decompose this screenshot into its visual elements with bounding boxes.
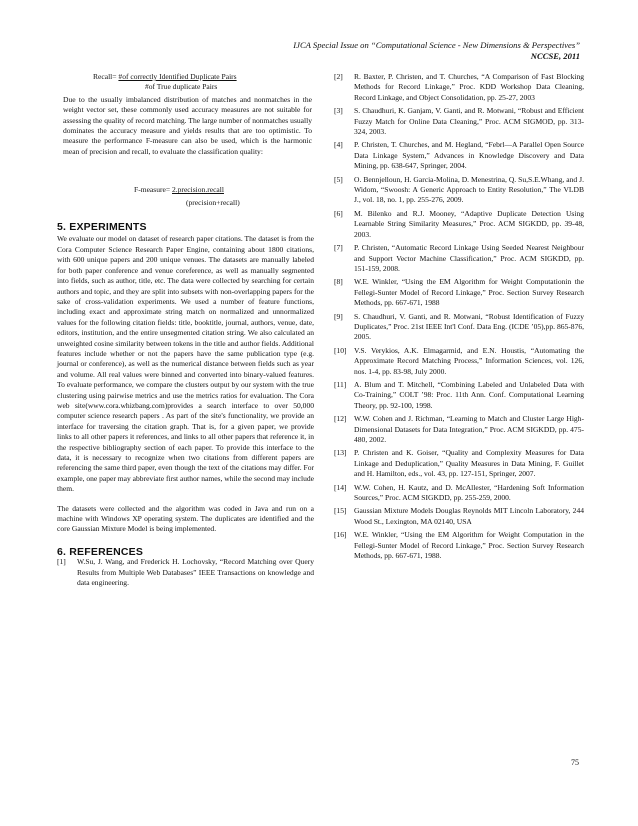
reference-text: P. Christen, T. Churches, and M. Hegland, “Febrl—A Parallel Open Source Data Linkage System,” Advances in Knowledge Discovery and Data Mining, pp. 638-647, Springer, 2004. [354, 140, 584, 171]
section-5-paragraph-2: The datasets were collected and the algorithm was coded in Java and run on a machine with Windows XP operating system. The duplicates are identified and the core Gaussian Mixture Model is being implemented. [57, 503, 314, 534]
reference-item [334, 209, 584, 240]
reference-item [334, 106, 584, 137]
reference-number: [15] [334, 506, 347, 516]
fmeasure-denominator: (precision+recall) [186, 197, 240, 207]
reference-item [334, 243, 584, 274]
reference-text: S. Chaudhuri, V. Ganti, and R. Motwani, “Robust Identification of Fuzzy Duplicates,” Proc. 21st IEEE Int'l Conf. Data Eng. (ICDE ’05),pp. 865-876, 2005. [354, 311, 584, 342]
section-5-heading: 5. EXPERIMENTS [57, 221, 147, 234]
fmeasure-formula [57, 185, 314, 208]
recall-formula [57, 72, 314, 93]
reference-item [334, 506, 584, 527]
reference-number: [8] [334, 277, 343, 287]
reference-item [334, 140, 584, 171]
reference-item [334, 312, 584, 343]
reference-item [57, 557, 314, 588]
reference-text: W.E. Winkler, “Using the EM Algorithm for Weight Computationin the Fellegi-Sunter Model of Record Linkage,” Proc. Section Survey Research Methods, pp. 667-671, 1988 [354, 277, 584, 308]
intro-paragraph: Due to the usually imbalanced distribution of matches and nonmatches in the weight vector set, these commonly used accuracy measures are not suitable for assessing the quality of record matching. The large number of nonmatches usually dominates the accuracy measure and yields results that are too optimistic. To measure the performance F-measure can also be used, which is the harmonic mean of precision and recall, to evaluate the classification quality: [63, 94, 312, 156]
fmeasure-numerator: 2.precision.recall [172, 185, 224, 195]
recall-numerator: #of correctly Identified Duplicate Pairs [118, 72, 237, 81]
reference-item [334, 277, 584, 308]
reference-item [334, 175, 584, 206]
reference-item [334, 346, 584, 377]
reference-number: [5] [334, 174, 343, 184]
left-column [57, 72, 314, 588]
reference-number: [12] [334, 414, 347, 424]
reference-text: W.E. Winkler, “Using the EM Algorithm for Weight Computation in the Fellegi-Sunter Model of Record Linkage,” Proc. Section Survey Research Methods, pp. 667-671, 1988. [354, 530, 584, 561]
reference-item [334, 72, 584, 103]
running-header [160, 40, 580, 62]
reference-text: P. Christen and K. Goiser, “Quality and Complexity Measures for Data Linkage and Deduplication,” Quality Measures in Data Mining, F. Guillet and H. Hamilton, eds., vol. 43, pp. 127-151, Springer, 2007. [354, 448, 584, 479]
reference-text: S. Chaudhuri, K. Ganjam, V. Ganti, and R. Motwani, “Robust and Efficient Fuzzy Match for Online Data Cleaning,” Proc. ACM SIGMOD, pp. 313-324, 2003. [354, 106, 584, 137]
reference-number: [13] [334, 448, 347, 458]
fmeasure-lhs: F-measure= [134, 185, 172, 195]
reference-text: Gaussian Mixture Models Douglas Reynolds MIT Lincoln Laboratory, 244 Wood St., Lexington, MA 02140, USA [354, 506, 584, 526]
reference-number: [16] [334, 530, 347, 540]
reference-text: W.W. Cohen and J. Richman, “Learning to Match and Cluster Large High-Dimensional Datasets for Data Integration,” Proc. ACM SIGKDD, pp. 475-480, 2002. [354, 414, 584, 444]
reference-text: A. Blum and T. Mitchell, “Combining Labeled and Unlabeled Data with Co-Training,” COLT ’98: Proc. 11th Ann. Conf. Computational Learning Theory, pp. 92-100, 1998. [354, 379, 584, 410]
reference-text: R. Baxter, P. Christen, and T. Churches, “A Comparison of Fast Blocking Methods for Record Linkage,” Proc. KDD Workshop Data Cleaning, Record Linkage, and Object Consolidation, pp. 25-27, 2003 [354, 72, 584, 102]
reference-item [334, 414, 584, 445]
journal-title: IJCA Special Issue on “Computational Science - New Dimensions & Perspectives” [293, 40, 580, 50]
reference-number: [6] [334, 208, 343, 218]
reference-number: [9] [334, 311, 343, 321]
reference-text: V.S. Verykios, A.K. Elmagarmid, and E.N. Houstis, “Automating the Approximate Record Matching Process,” Information Sciences, vol. 126, nos. 1-4, pp. 83-98, July 2000. [354, 345, 584, 376]
reference-item [334, 380, 584, 411]
reference-item [334, 448, 584, 479]
reference-number: [1] [57, 557, 66, 567]
venue-label: NCCSE, 2011 [530, 51, 580, 61]
reference-text: W.W. Cohen, H. Kautz, and D. McAllester, “Hardening Soft Information Sources,” Proc. ACM SIGKDD, pp. 255-259, 2000. [354, 482, 584, 503]
reference-item [334, 530, 584, 561]
reference-text: P. Christen, “Automatic Record Linkage Using Seeded Nearest Neighbour and Support Vector Machine Classification,” Proc. ACM SIGKDD, pp. 151-159, 2008. [354, 243, 584, 273]
section-5-paragraph-1: We evaluate our model on dataset of research paper citations. The dataset is from the Cora Computer Science Research Paper Engine, containing about 1800 citations, with 600 unique papers and 200 unique venues. The datasets are manually labeled for both paper conference and venue coreference, as well as manually segmented into fields, such as author, title, etc. The data were collected by searching for certain authors and topic, and they are split into subsets with non-overlapping papers for the sake of cross-validation experiments. We used a number of feature functions, including exact and approximate string match on normalized and unnormalized values for the following citation fields: title, booktitle, journal, authors, venue, date, editors, institution, and the entire unsegmented citation string. We also calculated an unweighted cosine similarity between tokens in the title and author fields. Additional features include whether or not the papers have the same publication type (e.g. journal or conference), as well as the numerical distance between fields such as year and volume. All real values were binned and converted into binary-valued features. To evaluate performance, we compare the clusters output by our system with the true clustering using pairwise metrics and use the metrics ratios for evaluation. The Cora web site(www.cora.whizbang.com)provides a search interface to over 50,000 computer science research papers . As part of the site's functionality, we provide an interface for traversing the citation graph. That is, for a given paper, we provide links to all other papers it references, and links to all other papers that reference it, in the respective bibliography section of each paper. To provide this interface to the data, it is necessary to recognize when two citations from different papers are referencing the same third paper, even though the text of the citations may differ. For example, one paper may abbreviate first author names, while the second may include them. [57, 234, 314, 494]
recall-lhs: Recall= [93, 72, 119, 81]
reference-number: [3] [334, 106, 343, 116]
reference-text: W.Su, J. Wang, and Frederick H. Lochovsky, “Record Matching over Query Results from Multiple Web Databases” IEEE Transactions on knowledge and data engineering. [77, 557, 314, 588]
page-number: 75 [571, 758, 579, 767]
reference-number: [10] [334, 345, 347, 355]
reference-text: M. Bilenko and R.J. Mooney, “Adaptive Duplicate Detection Using Learnable String Similarity Measures,” Proc. ACM SIGKDD, pp. 39-48, 2003. [354, 208, 584, 239]
recall-denominator: #of True duplicate Pairs [145, 82, 218, 92]
reference-number: [14] [334, 482, 347, 492]
reference-number: [2] [334, 72, 343, 81]
reference-number: [7] [334, 243, 343, 253]
reference-number: [4] [334, 140, 343, 150]
reference-item [334, 483, 584, 504]
section-6-heading: 6. REFERENCES [57, 545, 144, 558]
right-column [334, 72, 584, 564]
reference-text: O. Bennjelloun, H. Garcia-Molina, D. Menestrina, Q. Su,S.E.Whang, and J. Widom, “Swoosh: A Generic Approach to Entity Resolution,” The VLDB J., vol. 18, no. 1, pp. 255-276, 2009. [354, 174, 584, 205]
reference-number: [11] [334, 379, 347, 389]
